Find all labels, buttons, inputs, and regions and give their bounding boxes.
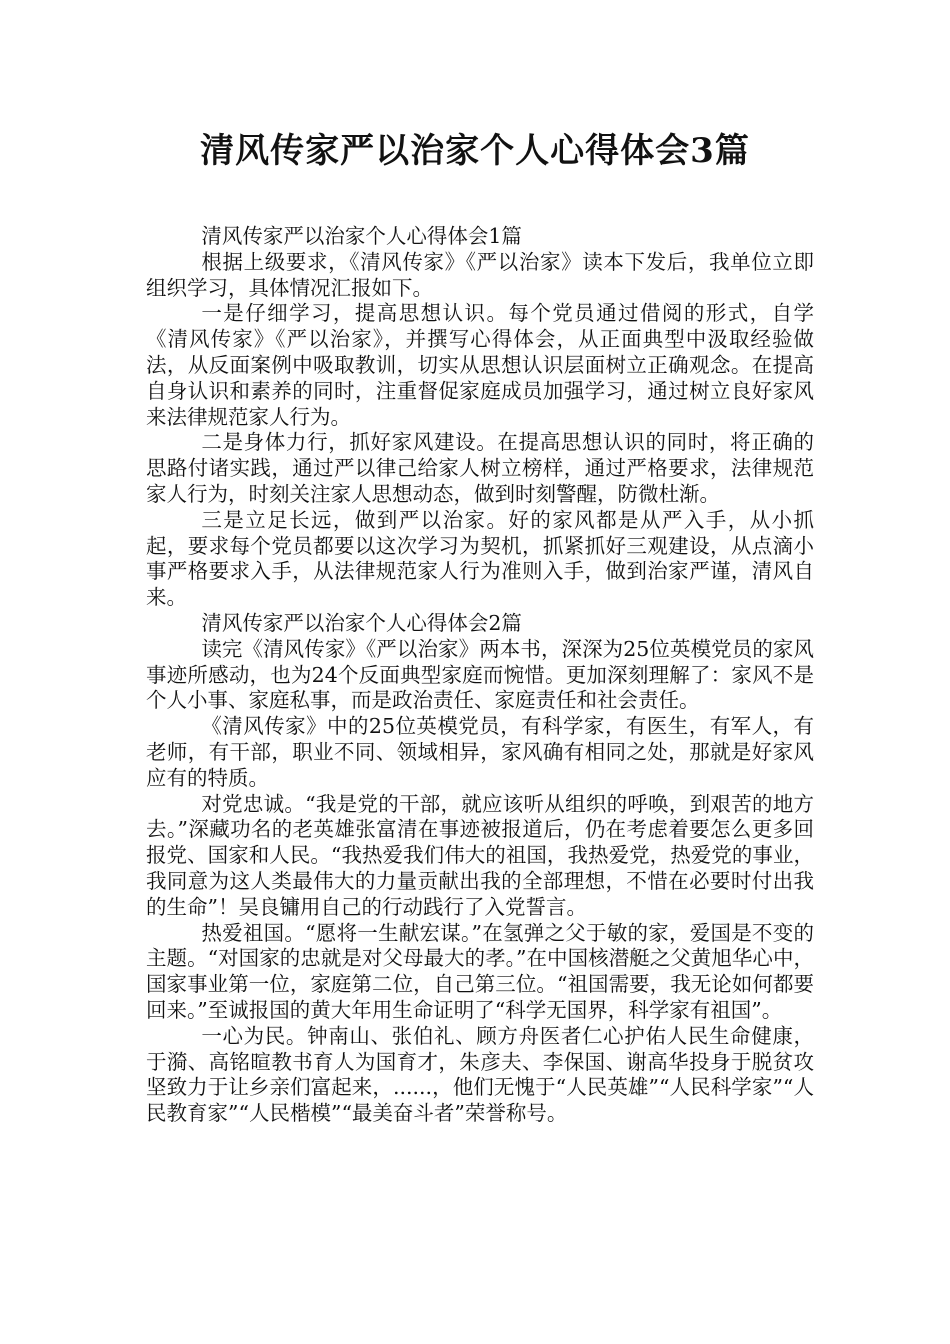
document-body [146,224,814,1127]
paragraph: 根据上级要求，《清风传家》《严以治家》读本下发后，我单位立即组织学习，具体情况汇报如下。 [146,249,814,300]
section-heading-2: 清风传家严以治家个人心得体会2篇 [201,610,522,635]
paragraph: 一心为民。钟南山、张伯礼、顾方舟医者仁心护佑人民生命健康，于漪、高铭暄教书育人为国育才，朱彦夫、李保国、谢高华投身于脱贫攻坚致力于让乡亲们富起来，......，他们无愧于“人民英雄”“人民科学家”“人民教育家”“人民楷模”“最美奋斗者”荣誉称号。 [146,1023,814,1126]
paragraph: 二是身体力行，抓好家风建设。在提高思想认识的同时，将正确的思路付诸实践，通过严以律己给家人树立榜样，通过严格要求，法律规范家人行为，时刻关注家人思想动态，做到时刻警醒，防微杜渐。 [146,430,814,506]
paragraph: 三是立足长远，做到严以治家。好的家风都是从严入手，从小抓起，要求每个党员都要以这次学习为契机，抓紧抓好三观建设，从点滴小事严格要求入手，从法律规范家人行为准则入手，做到治家严谨，清风自来。 [146,507,814,610]
section-heading-1: 清风传家严以治家个人心得体会1篇 [201,224,522,248]
document-title: 清风传家严以治家个人心得体会3篇 [200,131,750,171]
paragraph: 对党忠诚。“我是党的干部，就应该听从组织的呼唤，到艰苦的地方去。”深藏功名的老英雄张富清在事迹被报道后，仍在考虑着要怎么更多回报党、国家和人民。“我热爱我们伟大的祖国，我热爱党，热爱党的事业，我同意为这人类最伟大的力量贡献出我的全部理想，不惜在必要时付出我的生命”！吴良镛用自己的行动践行了入党誓言。 [146,791,814,919]
paragraph: 《清风传家》中的25位英模党员，有科学家，有医生，有军人，有老师，有干部，职业不同、领域相异，家风确有相同之处，那就是好家风应有的特质。 [146,714,814,790]
paragraph: 读完《清风传家》《严以治家》两本书，深深为25位英模党员的家风事迹所感动，也为24个反面典型家庭而惋惜。更加深刻理解了：家风不是个人小事、家庭私事，而是政治责任、家庭责任和社会责任。 [146,636,814,713]
paragraph: 热爱祖国。“愿将一生献宏谋。”在氢弹之父于敏的家，爱国是不变的主题。“对国家的忠就是对父母最大的孝。”在中国核潜艇之父黄旭华心中，国家事业第一位，家庭第二位，自己第三位。“祖国需要，我无论如何都要回来。”至诚报国的黄大年用生命证明了“科学无国界，科学家有祖国”。 [146,920,814,1022]
paragraph: 一是仔细学习，提高思想认识。每个党员通过借阅的形式，自学《清风传家》《严以治家》，并撰写心得体会，从正面典型中汲取经验做法，从反面案例中吸取教训，切实从思想认识层面树立正确观念。在提高自身认识和素养的同时，注重督促家庭成员加强学习，通过树立良好家风来法律规范家人行为。 [146,301,814,429]
